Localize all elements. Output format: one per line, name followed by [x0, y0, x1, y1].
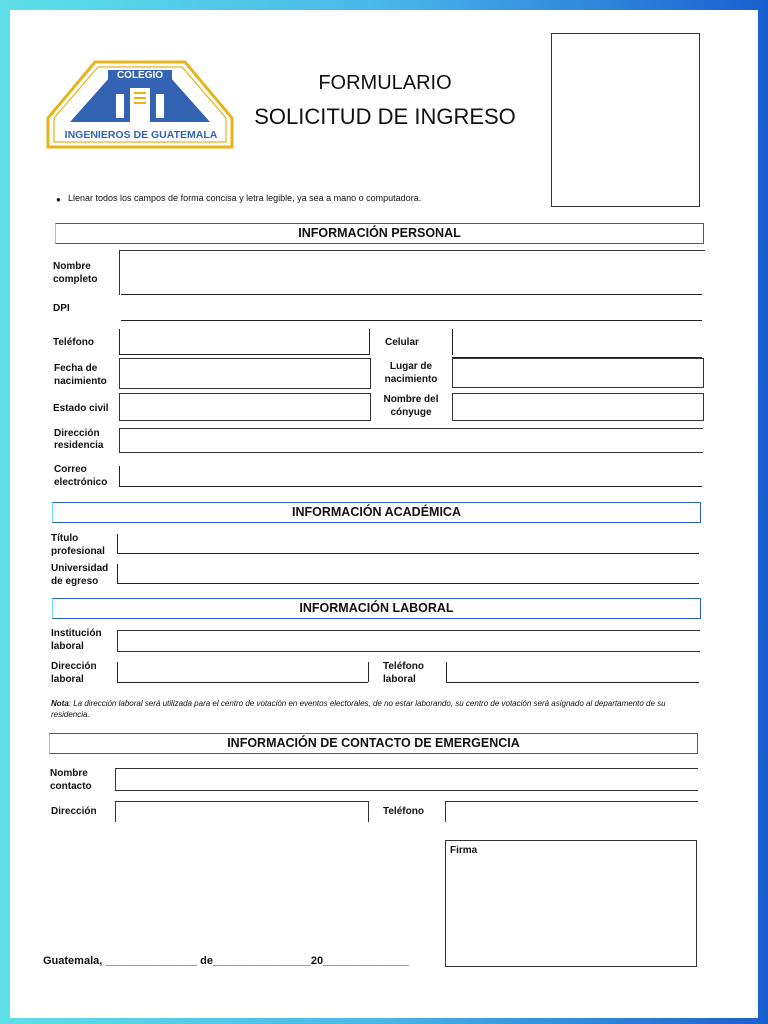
field-institucion[interactable] [117, 630, 700, 652]
label-universidad-1: Universidad [51, 563, 109, 574]
field-estado-civil[interactable] [119, 393, 371, 421]
label-conyuge-2: cónyuge [390, 407, 432, 418]
label-nombre-completo-1: Nombre [53, 261, 91, 272]
field-universidad-edge [117, 564, 118, 584]
signature-box[interactable] [445, 840, 697, 967]
label-correo-2: electrónico [54, 477, 108, 488]
field-nombre-completo-underline [121, 294, 702, 295]
label-direccion-residencia-1: Dirección [54, 428, 100, 439]
field-titulo[interactable] [117, 553, 699, 554]
field-titulo-edge [117, 534, 118, 554]
instruction-bullet: ● [56, 195, 61, 204]
photo-box[interactable] [551, 33, 700, 207]
label-fecha-nacimiento-2: nacimiento [54, 376, 107, 387]
label-telefono-emergencia: Teléfono [383, 806, 424, 817]
form-subtitle: SOLICITUD DE INGRESO [254, 104, 516, 129]
label-institucion-2: laboral [51, 641, 84, 652]
cig-logo [46, 58, 236, 152]
field-telefono-emergencia[interactable] [445, 801, 698, 822]
divider-direccion-laboral [368, 662, 369, 682]
form-page [10, 10, 758, 1018]
work-note-label: Nota [51, 699, 69, 708]
label-dpi: DPI [53, 303, 70, 314]
label-nombre-completo-2: completo [53, 274, 98, 285]
field-nombre-contacto[interactable] [115, 768, 698, 791]
label-nombre-contacto-1: Nombre [50, 768, 88, 779]
label-conyuge-1: Nombre del [383, 394, 439, 405]
label-telefono-laboral-2: laboral [383, 674, 416, 685]
field-telefono-laboral-edge [446, 662, 447, 682]
field-direccion-residencia[interactable] [119, 428, 703, 453]
section-work-heading: INFORMACIÓN LABORAL [52, 598, 701, 619]
field-direccion-laboral[interactable] [117, 682, 368, 683]
label-titulo-1: Título [51, 533, 79, 544]
label-universidad-2: de egreso [51, 576, 99, 587]
label-estado-civil: Estado civil [53, 403, 109, 414]
work-note [51, 698, 701, 720]
field-universidad[interactable] [117, 583, 699, 584]
field-fecha-nacimiento[interactable] [119, 358, 371, 389]
section-personal-heading: INFORMACIÓN PERSONAL [55, 223, 704, 244]
field-direccion-laboral-edge [117, 662, 118, 682]
logo-bottom-text: INGENIEROS DE GUATEMALA [64, 129, 218, 141]
label-fecha-nacimiento-1: Fecha de [54, 363, 98, 374]
logo-top-text: COLEGIO [116, 70, 164, 81]
section-emergency-heading: INFORMACIÓN DE CONTACTO DE EMERGENCIA [49, 733, 698, 754]
section-academic-heading: INFORMACIÓN ACADÉMICA [52, 502, 701, 523]
label-lugar-nacimiento-1: Lugar de [389, 361, 433, 372]
field-celular-edge [452, 329, 453, 355]
field-dpi[interactable] [121, 320, 702, 321]
field-conyuge[interactable] [452, 393, 704, 421]
field-direccion-emergencia[interactable] [115, 801, 369, 822]
label-telefono-laboral-1: Teléfono [383, 661, 424, 672]
field-telefono[interactable] [119, 354, 369, 355]
label-telefono: Teléfono [53, 337, 94, 348]
label-nombre-contacto-2: contacto [50, 781, 92, 792]
field-correo-edge [119, 466, 120, 486]
label-correo-1: Correo [54, 464, 87, 475]
label-firma: Firma [450, 845, 478, 856]
label-direccion-laboral-2: laboral [51, 674, 84, 685]
form-title: FORMULARIO [318, 72, 452, 94]
place-date-line[interactable]: Guatemala, _______________ de________________20______________ [43, 955, 409, 967]
field-correo[interactable] [119, 486, 702, 487]
label-institucion-1: Institución [51, 628, 102, 639]
label-direccion-emergencia: Dirección [51, 806, 97, 817]
label-lugar-nacimiento-2: nacimiento [384, 374, 438, 385]
field-telefono-laboral[interactable] [446, 682, 699, 683]
instruction-text: Llenar todos los campos de forma concisa y letra legible, ya sea a mano o computadora. [68, 193, 422, 203]
divider-telefono [369, 329, 370, 355]
work-note-text: : La dirección laboral será utilizada para el centro de votación en eventos electorales, de no estar laborando, su centro de votación será asignado al departamento de su residencia. [51, 699, 666, 719]
label-direccion-laboral-1: Dirección [51, 661, 97, 672]
label-celular: Celular [385, 337, 419, 348]
label-titulo-2: profesional [51, 546, 105, 557]
field-telefono-edge [119, 329, 120, 355]
field-lugar-nacimiento[interactable] [452, 358, 704, 388]
field-nombre-completo[interactable] [119, 250, 705, 295]
label-direccion-residencia-2: residencia [54, 440, 104, 451]
